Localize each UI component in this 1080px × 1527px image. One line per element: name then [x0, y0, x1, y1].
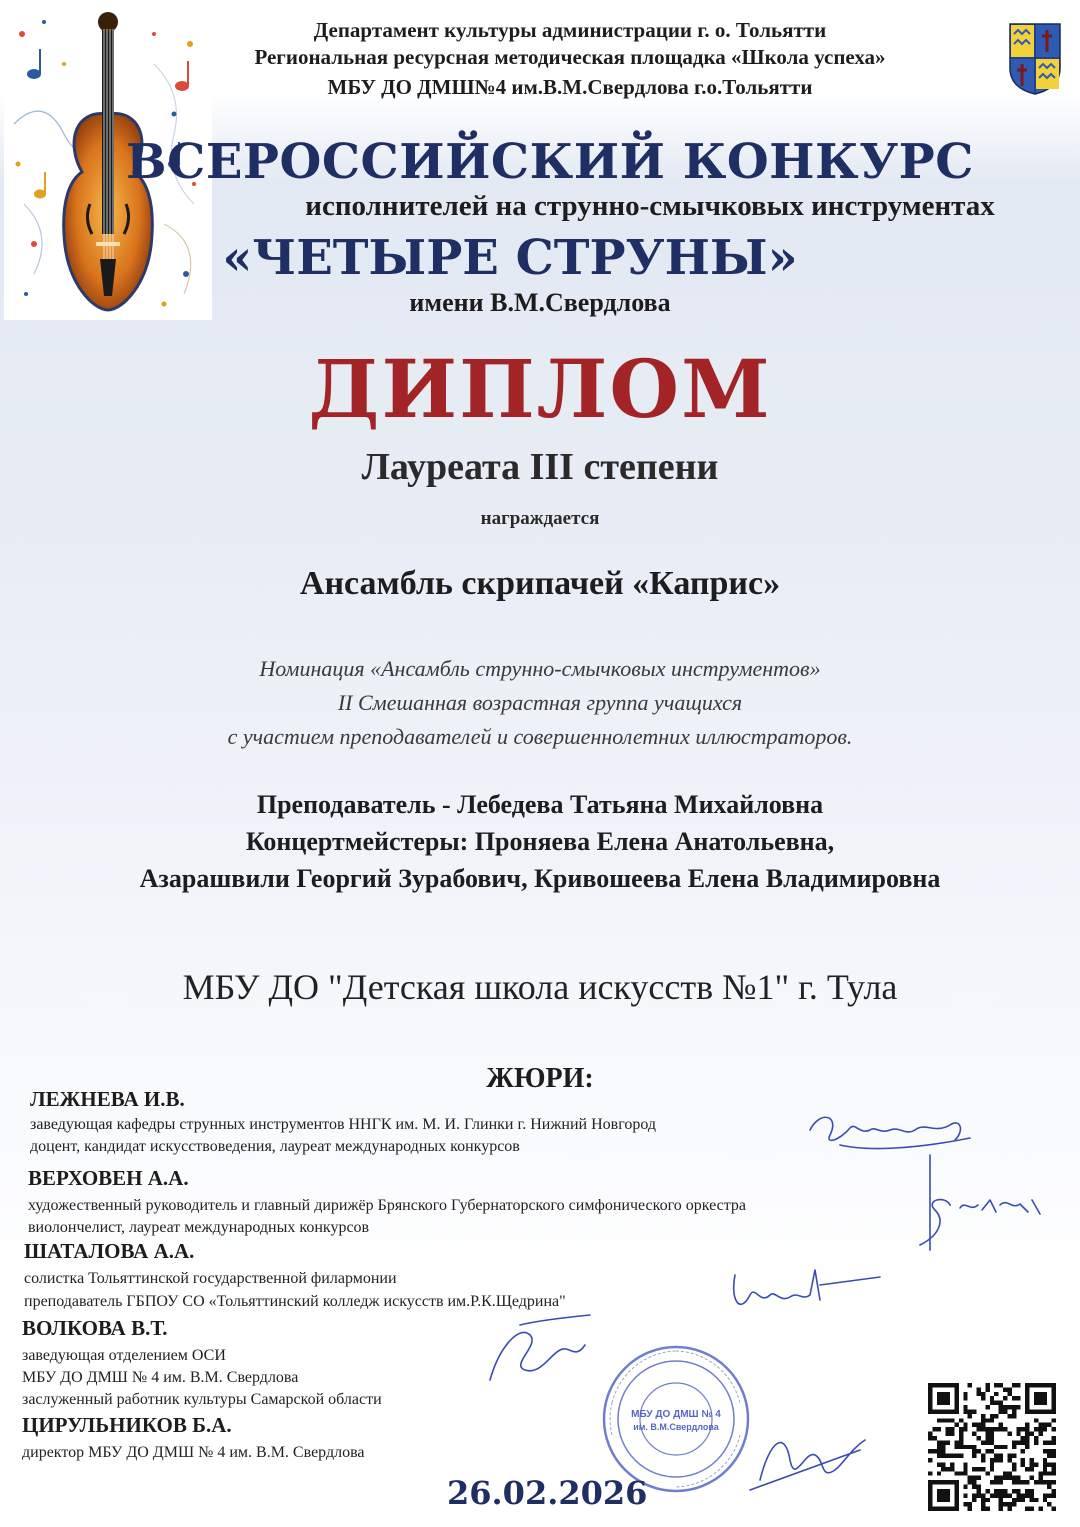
signature-tsirulnikov [740, 1420, 870, 1500]
header-school: МБУ ДО ДМШ№4 им.В.М.Свердлова г.о.Тольятти [327, 75, 813, 99]
nomination-line-1: Номинация «Ансамбль струнно-смычковых инструментов» [259, 656, 821, 681]
header-platform: Региональная ресурсная методическая площадка «Школа успеха» [254, 45, 886, 69]
awarded-label: награждается [480, 508, 600, 529]
nomination-line-3: с участием преподавателей и совершеннолетних иллюстраторов. [227, 724, 853, 749]
signature-shatalova [720, 1255, 890, 1325]
school-name: МБУ ДО "Детская школа искусств №1" г. Тула [182, 967, 898, 1007]
jury-member-desc: художественный руководитель и главный дирижёр Брянского Губернаторского симфонического оркестра [28, 1197, 746, 1214]
signature-volkova [470, 1305, 600, 1395]
jury-member-desc: преподаватель ГБПОУ СО «Тольяттинский колледж искусств им.Р.К.Щедрина" [24, 1293, 566, 1310]
jury-member-desc: солистка Тольяттинской государственной филармонии [24, 1270, 397, 1287]
jury-member-name: ВЕРХОВЕН А.А. [28, 1166, 189, 1190]
stamp-text-1: МБУ ДО ДМШ № 4 [631, 1409, 721, 1420]
accompanists-2: Азарашвили Георгий Зурабович, Кривошеева Елена Владимировна [139, 864, 941, 893]
jury-member-name: ШАТАЛОВА А.А. [24, 1239, 195, 1263]
header-department: Департамент культуры администрации г. о. Тольятти [313, 18, 827, 42]
jury-member-name: ВОЛКОВА В.Т. [22, 1316, 168, 1340]
teacher: Преподаватель - Лебедева Татьяна Михайловна [256, 790, 824, 819]
accompanists: Концертмейстеры: Проняева Елена Анатольевна, [245, 827, 835, 856]
contest-name: «ЧЕТЫРЕ СТРУНЫ» [222, 230, 798, 286]
jury-member-desc: директор МБУ ДО ДМШ № 4 им. В.М. Свердлова [22, 1444, 365, 1461]
diploma-date: 26.02.2026 [447, 1474, 648, 1512]
contest-named-after: имени В.М.Свердлова [409, 288, 671, 317]
nomination-line-2: II Смешанная возрастная группа учащихся [337, 690, 743, 715]
stamp-text-2: им. В.М.Свердлова [633, 1422, 719, 1432]
official-stamp [600, 1343, 752, 1495]
jury-member-desc: доцент, кандидат искусствоведения, лауреат международных конкурсов [30, 1138, 520, 1155]
jury-member-name: ЛЕЖНЕВА И.В. [30, 1087, 185, 1111]
recipient-name: Ансамбль скрипачей «Каприс» [299, 565, 781, 602]
laureate-degree: Лауреата III степени [361, 446, 719, 488]
coat-of-arms-icon [1008, 22, 1062, 96]
jury-member-desc: виолончелист, лауреат международных конкурсов [28, 1219, 370, 1236]
jury-member-desc: МБУ ДО ДМШ № 4 им. В.М. Свердлова [22, 1369, 299, 1386]
jury-member-desc: заведующая кафедры струнных инструментов ННГК им. М. И. Глинки г. Нижний Новгород [30, 1116, 657, 1133]
diploma-title: ДИПЛОМ [308, 342, 772, 436]
qr-code-icon[interactable] [928, 1383, 1056, 1511]
contest-subtitle: исполнителей на струнно-смычковых инструментах [305, 190, 995, 222]
jury-member-name: ЦИРУЛЬНИКОВ Б.А. [22, 1413, 232, 1437]
jury-title: ЖЮРИ: [486, 1063, 594, 1094]
jury-member-desc: заслуженный работник культуры Самарской области [22, 1391, 382, 1408]
signature-verkhoven [900, 1150, 1050, 1260]
contest-title: ВСЕРОССИЙСКИЙ КОНКУРС [126, 134, 974, 190]
jury-member-desc: заведующая отделением ОСИ [22, 1347, 226, 1364]
